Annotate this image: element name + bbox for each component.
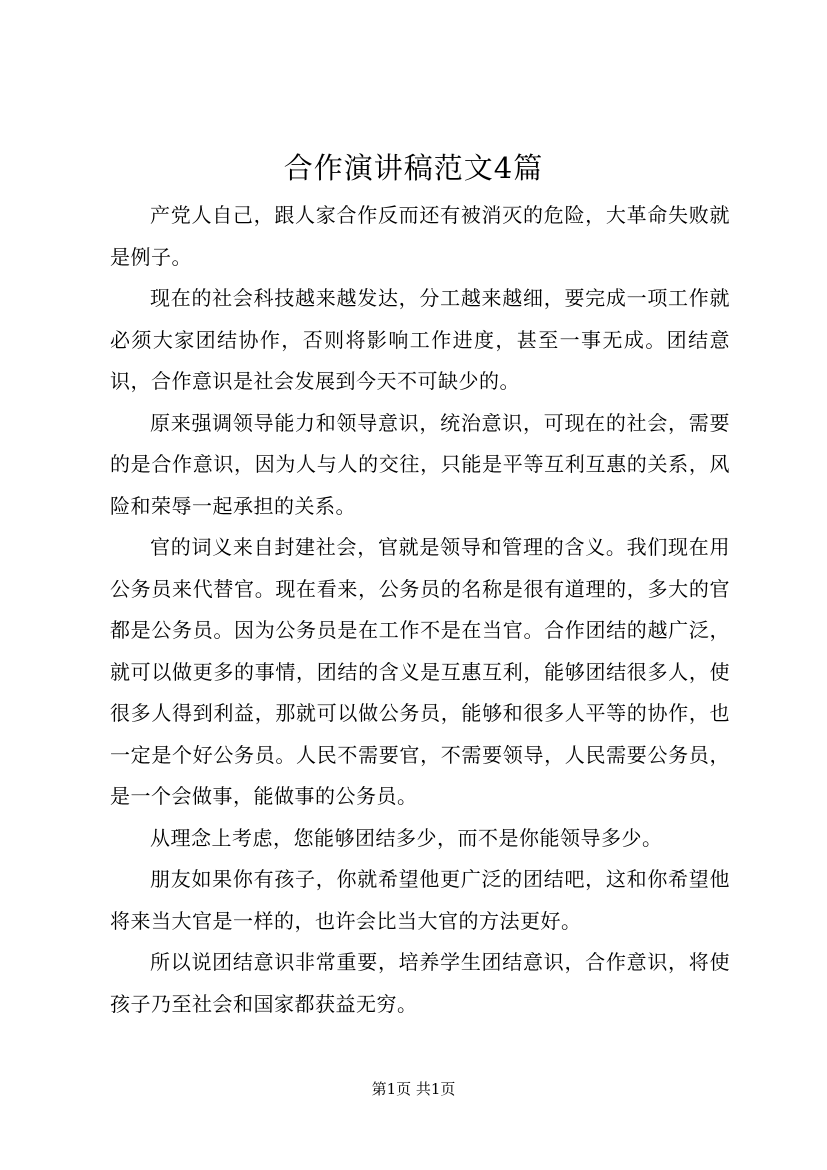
paragraph-1: 产党人自己，跟人家合作反而还有被消灭的危险，大革命失败就是例子。 [110,203,730,269]
paragraph-5: 从理念上考虑，您能够团结多少，而不是你能领导多少。 [150,825,663,850]
document-body [110,195,730,1025]
paragraph-3: 原来强调领导能力和领导意识，统治意识，可现在的社会，需要的是合作意识，因为人与人的交往，只能是平等互利互惠的关系，风险和荣辱一起承担的关系。 [110,410,730,518]
document-title: 合作演讲稿范文4篇 [283,151,544,185]
paragraph-2: 现在的社会科技越来越发达，分工越来越细，要完成一项工作就必须大家团结协作，否则将影响工作进度，甚至一事无成。团结意识，合作意识是社会发展到今天不可缺少的。 [110,286,730,393]
paragraph-6: 朋友如果你有孩子，你就希望他更广泛的团结吧，这和你希望他将来当大官是一样的，也许会比当大官的方法更好。 [110,867,730,933]
paragraph-7: 所以说团结意识非常重要，培养学生团结意识，合作意识，将使孩子乃至社会和国家都获益无穷。 [110,950,730,1016]
paragraph-4: 官的词义来自封建社会，官就是领导和管理的含义。我们现在用公务员来代替官。现在看来，公务员的名称是很有道理的，多大的官都是公务员。因为公务员是在工作不是在当官。合作团结的越广泛，就可以做更多的事情，团结的含义是互惠互利，能够团结很多人，使很多人得到利益，那就可以做公务员，能够和很多人平等的协作，也一定是个好公务员。人民不需要官，不需要领导，人民需要公务员，是一个会做事，能做事的公务员。 [110,535,730,808]
page-footer: 第1页 共1页 [371,1080,456,1098]
